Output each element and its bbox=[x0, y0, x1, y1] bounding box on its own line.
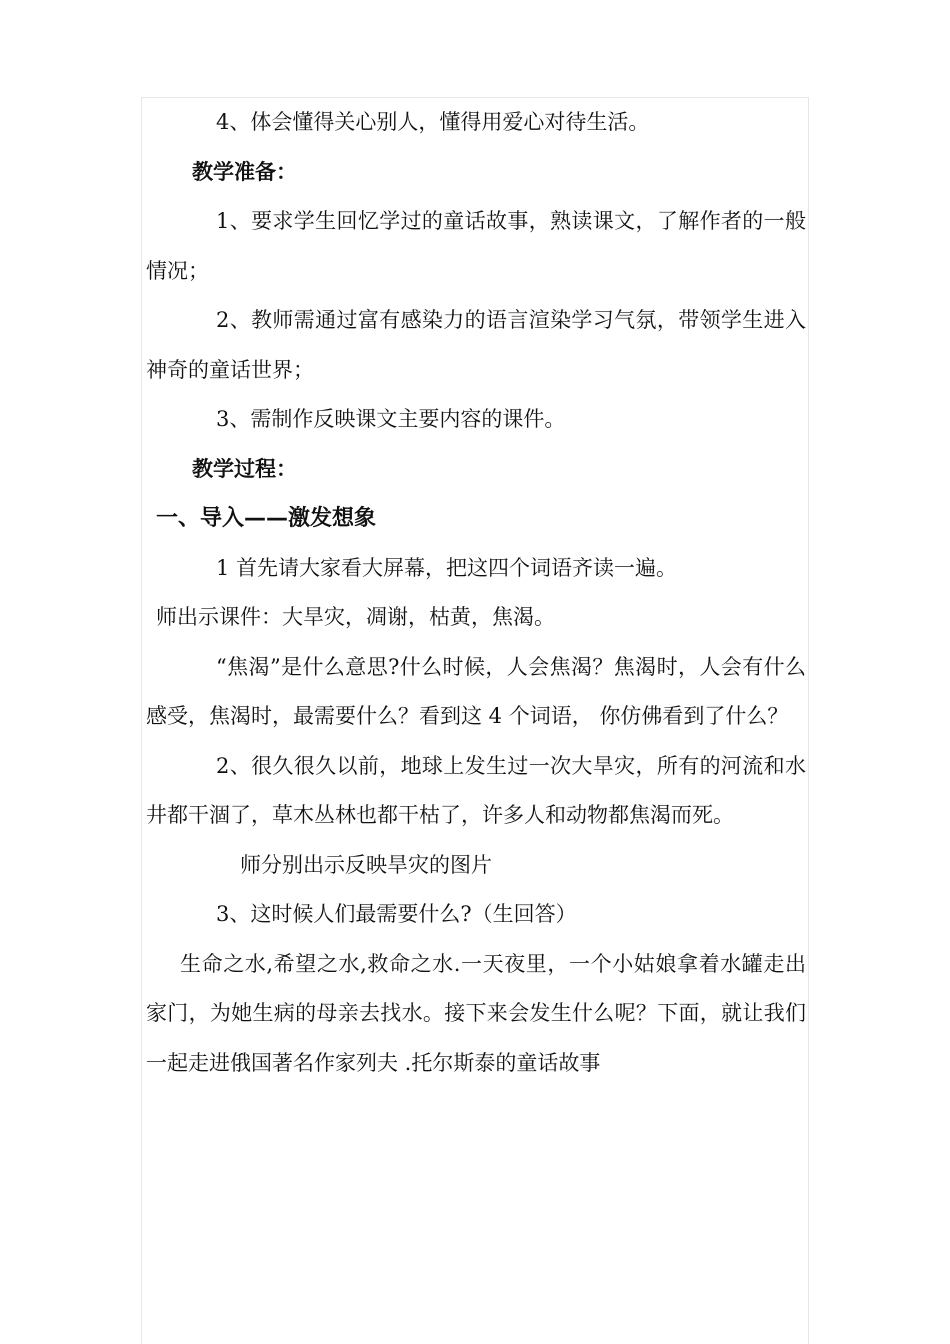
preparation-3: 3、需制作反映课文主要内容的课件。 bbox=[216, 407, 566, 431]
section-heading-preparation: 教学准备： bbox=[192, 159, 297, 184]
objective-4: 4、体会懂得关心别人，懂得用爱心对待生活。 bbox=[216, 110, 650, 134]
preparation-2: 2、教师需通过富有感染力的语言渲染学习气氛，带领学生进入神奇的童话世界； bbox=[146, 308, 806, 382]
teacher-shows-pictures: 师分别出示反映旱灾的图片 bbox=[240, 852, 492, 877]
intro-step-1: 1 首先请大家看大屏幕，把这四个词语齐读一遍。 bbox=[216, 555, 678, 580]
story-transition: 生命之水,希望之水,救命之水.一天夜里，一个小姑娘拿着水罐走出家门，为她生病的母亲去找水。接下来会发生什么呢？下面，就让我们一起走进俄国著名作家列夫 .托尔斯泰的童话故事 bbox=[146, 951, 806, 1075]
teacher-shows-words: 师出示课件：大旱灾，凋谢，枯黄，焦渴。 bbox=[156, 605, 555, 629]
preparation-1: 1、要求学生回忆学过的童话故事，熟读课文，了解作者的一般情况； bbox=[146, 209, 806, 283]
question-thirst: “焦渴”是什么意思?什么时候，人会焦渴？焦渴时，人会有什么感受，焦渴时，最需要什么？看到这 4 个词语， 你仿佛看到了什么？ bbox=[146, 654, 806, 728]
section-heading-process: 教学过程： bbox=[192, 456, 297, 481]
part-heading-intro: 一、导入——激发想象 bbox=[156, 506, 377, 531]
intro-step-2: 2、很久很久以前，地球上发生过一次大旱灾，所有的河流和水井都干涸了，草木丛林也都干枯了，许多人和动物都焦渴而死。 bbox=[146, 753, 806, 827]
intro-step-3: 3、这时候人们最需要什么?（生回答） bbox=[216, 902, 577, 926]
document-body bbox=[146, 98, 806, 1088]
